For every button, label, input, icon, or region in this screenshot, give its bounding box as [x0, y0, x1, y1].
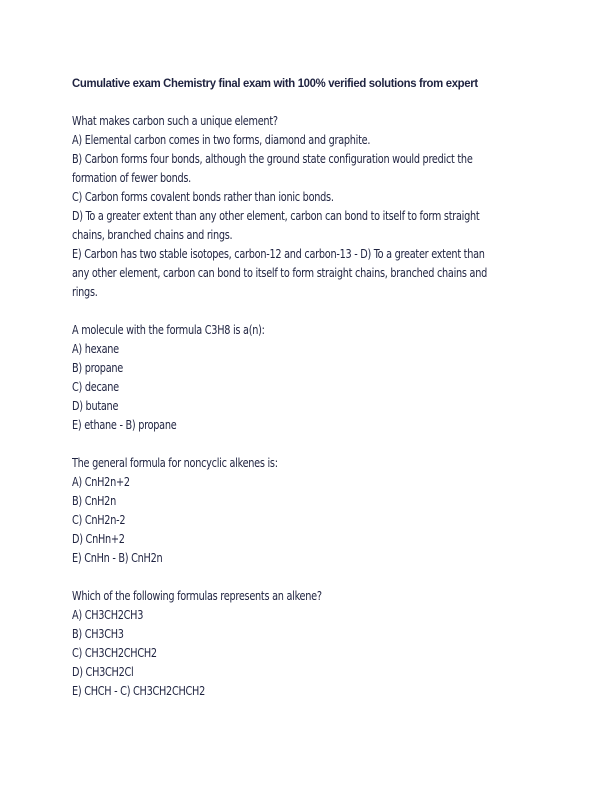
question-1-line-3: B) Carbon forms four bonds, although the ground state configuration would predict the	[72, 152, 473, 166]
question-2-line-2: A) hexane	[72, 342, 119, 356]
question-1-line-4: formation of fewer bonds.	[72, 171, 191, 185]
question-block-4	[72, 587, 542, 701]
question-4-line-3: B) CH3CH3	[72, 627, 124, 641]
question-block-2	[72, 321, 542, 435]
question-4-line-2: A) CH3CH2CH3	[72, 608, 144, 622]
question-4-line-5: D) CH3CH2Cl	[72, 665, 134, 679]
question-3-line-5: D) CnHn+2	[72, 532, 125, 546]
question-1-line-2: A) Elemental carbon comes in two forms, diamond and graphite.	[72, 133, 371, 147]
question-4-line-1: Which of the following formulas represents an alkene?	[72, 589, 322, 603]
question-3-line-4: C) CnH2n-2	[72, 513, 126, 527]
question-2-line-1: A molecule with the formula C3H8 is a(n):	[72, 323, 265, 337]
question-3-line-2: A) CnH2n+2	[72, 475, 130, 489]
document-title: Cumulative exam Chemistry final exam with 100% verified solutions from expert	[72, 76, 478, 90]
question-1-line-8: E) Carbon has two stable isotopes, carbon-12 and carbon-13 - D) To a greater extent than	[72, 247, 485, 261]
question-1-line-9: any other element, carbon can bond to itself to form straight chains, branched chains and	[72, 266, 488, 280]
question-2-line-3: B) propane	[72, 361, 123, 375]
question-4-line-4: C) CH3CH2CHCH2	[72, 646, 157, 660]
question-2-line-6: E) ethane - B) propane	[72, 418, 177, 432]
question-2-line-4: C) decane	[72, 380, 119, 394]
question-1-line-10: rings.	[72, 285, 98, 299]
question-2-line-5: D) butane	[72, 399, 119, 413]
question-block-3	[72, 454, 542, 568]
question-1-line-1: What makes carbon such a unique element?	[72, 114, 278, 128]
question-1-line-7: chains, branched chains and rings.	[72, 228, 233, 242]
question-block-1	[72, 112, 542, 302]
question-3-line-3: B) CnH2n	[72, 494, 116, 508]
question-4-line-6: E) CHCH - C) CH3CH2CHCH2	[72, 684, 206, 698]
question-3-line-1: The general formula for noncyclic alkenes is:	[72, 456, 278, 470]
question-1-line-6: D) To a greater extent than any other element, carbon can bond to itself to form straight	[72, 209, 480, 223]
question-1-line-5: C) Carbon forms covalent bonds rather than ionic bonds.	[72, 190, 334, 204]
document-page	[72, 74, 542, 720]
question-3-line-6: E) CnHn - B) CnH2n	[72, 551, 163, 565]
